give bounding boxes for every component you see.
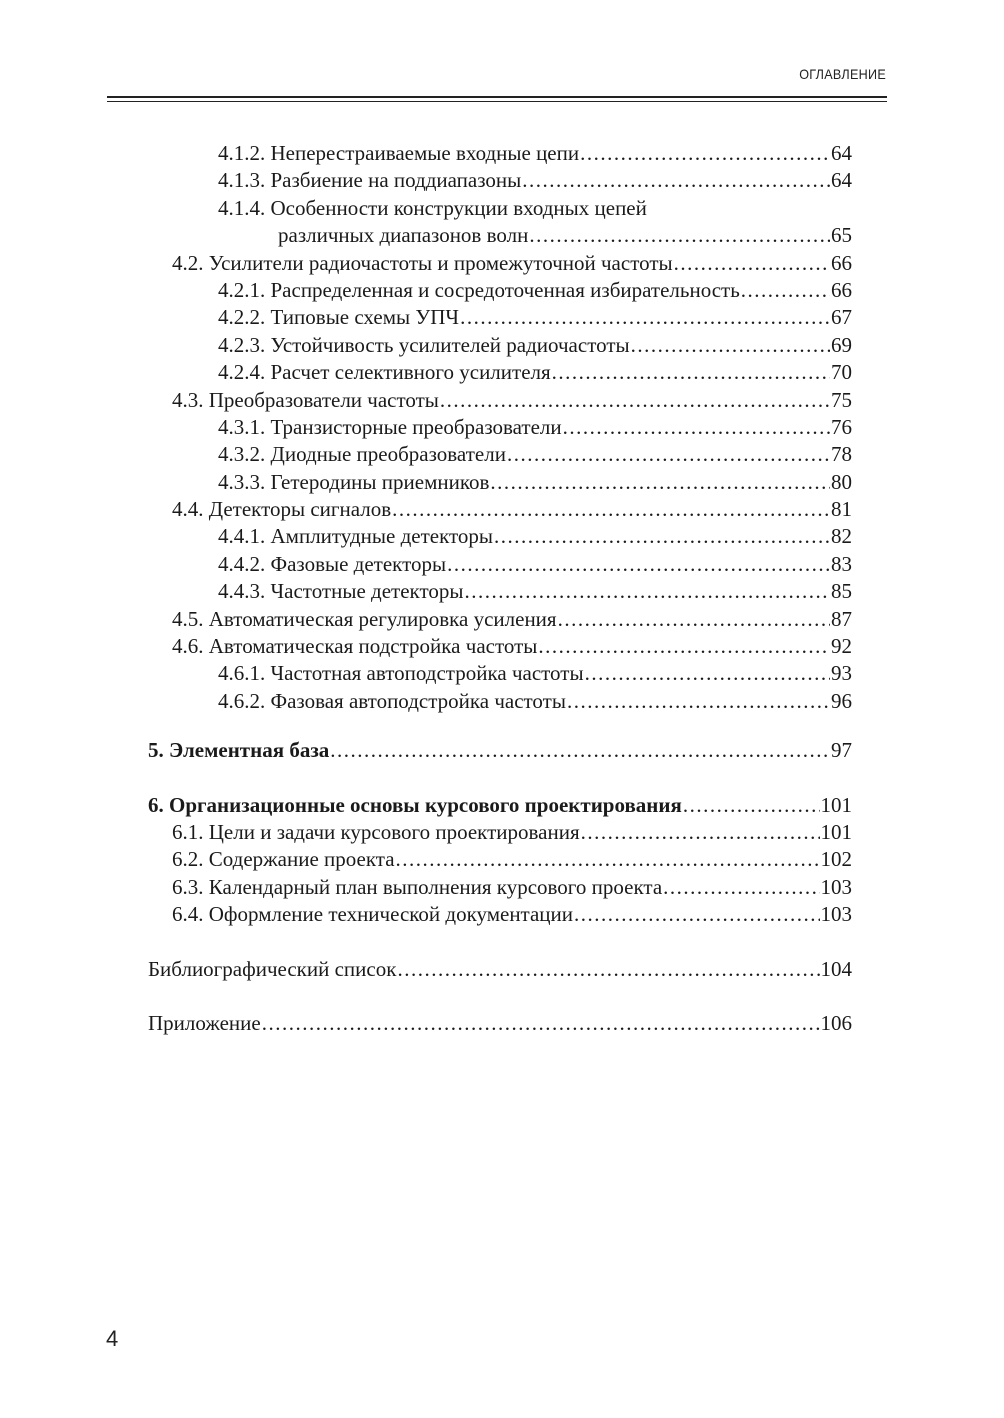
running-title: ОГЛАВЛЕНИЕ bbox=[799, 66, 886, 82]
toc-entry-4-4-1[interactable] bbox=[148, 523, 852, 550]
header-rule-thick bbox=[107, 96, 887, 98]
toc-entry-6-1[interactable] bbox=[148, 819, 852, 846]
toc-entry-label: 4.4.3. Частотные детекторы bbox=[218, 579, 464, 604]
toc-entry-label: 4.2. Усилители радиочастоты и промежуточной частоты bbox=[172, 250, 673, 275]
toc-entry-label: 4.6.1. Частотная автоподстройка частоты bbox=[218, 661, 584, 686]
dot-leader bbox=[567, 688, 830, 715]
toc-entry-4-1-2[interactable] bbox=[148, 140, 852, 167]
dot-leader bbox=[397, 956, 819, 983]
toc-entry-label: Библиографический список bbox=[148, 956, 397, 981]
toc-entry-4-2[interactable] bbox=[148, 250, 852, 277]
toc-entry-label: 6.4. Оформление технической документации bbox=[172, 902, 574, 927]
spacer bbox=[148, 715, 852, 737]
toc-entry-label: 4.6. Автоматическая подстройка частоты bbox=[172, 634, 538, 659]
toc-entry-label: 6.1. Цели и задачи курсового проектирования bbox=[172, 819, 580, 844]
dot-leader bbox=[663, 874, 819, 901]
toc-entry-6-4[interactable] bbox=[148, 901, 852, 928]
dot-leader bbox=[490, 469, 830, 496]
dot-leader bbox=[529, 222, 830, 249]
toc-entry-label: 4.4.1. Амплитудные детекторы bbox=[218, 524, 494, 549]
toc-entry-label: 4.1.2. Неперестраиваемые входные цепи bbox=[218, 141, 580, 165]
dot-leader bbox=[585, 660, 830, 687]
toc-entry-page: 96 bbox=[831, 688, 852, 713]
toc-entry-page: 83 bbox=[831, 551, 852, 576]
dot-leader bbox=[507, 441, 830, 468]
toc-entry-page: 67 bbox=[831, 305, 852, 330]
toc-entry-page: 70 bbox=[831, 360, 852, 385]
toc-entry-4-6-2[interactable] bbox=[148, 688, 852, 715]
toc-entry-page: 78 bbox=[831, 442, 852, 467]
dot-leader bbox=[580, 140, 830, 167]
toc-entry-label: Приложение bbox=[148, 1010, 261, 1035]
toc-entry-label: 6.2. Содержание проекта bbox=[172, 847, 395, 872]
toc-entry-appendix[interactable] bbox=[148, 1010, 852, 1037]
toc-entry-page: 64 bbox=[831, 141, 852, 165]
dot-leader bbox=[563, 414, 830, 441]
toc-entry-page: 106 bbox=[820, 1010, 852, 1035]
toc-entry-4-4-3[interactable] bbox=[148, 578, 852, 605]
toc-entry-6-2[interactable] bbox=[148, 846, 852, 873]
dot-leader bbox=[558, 606, 830, 633]
toc-entry-label: 4.1.3. Разбиение на поддиапазоны bbox=[218, 168, 522, 193]
toc-entry-label: 6. Организационные основы курсового проектирования bbox=[148, 792, 682, 817]
dot-leader bbox=[574, 901, 819, 928]
dot-leader bbox=[262, 1010, 820, 1037]
toc-entry-6[interactable] bbox=[148, 792, 852, 819]
toc-entry-label: 4.3. Преобразователи частоты bbox=[172, 387, 439, 412]
toc-entry-page: 87 bbox=[831, 606, 852, 631]
toc-entry-label: 4.5. Автоматическая регулировка усиления bbox=[172, 606, 557, 631]
toc-entry-label: 4.2.2. Типовые схемы УПЧ bbox=[218, 305, 460, 330]
toc-entry-bibliography[interactable] bbox=[148, 956, 852, 983]
toc-entry-page: 75 bbox=[831, 387, 852, 412]
toc-entry-page: 104 bbox=[820, 956, 852, 981]
toc-entry-4-2-2[interactable] bbox=[148, 304, 852, 331]
toc-entry-label: 4.4. Детекторы сигналов bbox=[172, 497, 392, 522]
dot-leader bbox=[460, 304, 830, 331]
toc-entry-4-6[interactable] bbox=[148, 633, 852, 660]
page-number: 4 bbox=[106, 1326, 119, 1351]
toc-entry-label: 6.3. Календарный план выполнения курсового проекта bbox=[172, 874, 663, 899]
toc-entry-4-2-4[interactable] bbox=[148, 359, 852, 386]
dot-leader bbox=[631, 332, 830, 359]
dot-leader bbox=[674, 250, 830, 277]
dot-leader bbox=[447, 551, 830, 578]
dot-leader bbox=[683, 792, 820, 819]
toc-entry-4-1-3[interactable] bbox=[148, 167, 852, 194]
dot-leader bbox=[440, 387, 830, 414]
toc-entry-4-3-1[interactable] bbox=[148, 414, 852, 441]
toc-entry-page: 65 bbox=[831, 223, 852, 248]
toc-entry-page: 64 bbox=[831, 168, 852, 193]
toc-entry-label: 5. Элементная база bbox=[148, 738, 330, 763]
table-of-contents bbox=[148, 140, 852, 1037]
toc-entry-4-1-4[interactable] bbox=[148, 195, 852, 222]
dot-leader bbox=[392, 496, 830, 523]
spacer bbox=[148, 929, 852, 956]
toc-entry-4-4[interactable] bbox=[148, 496, 852, 523]
toc-entry-page: 85 bbox=[831, 579, 852, 604]
dot-leader bbox=[552, 359, 830, 386]
dot-leader bbox=[538, 633, 830, 660]
toc-entry-page: 82 bbox=[831, 524, 852, 549]
toc-entry-4-4-2[interactable] bbox=[148, 551, 852, 578]
dot-leader bbox=[330, 737, 830, 764]
toc-entry-4-3[interactable] bbox=[148, 387, 852, 414]
header-rule-thin bbox=[107, 101, 887, 102]
dot-leader bbox=[741, 277, 830, 304]
toc-entry-label: 4.2.1. Распределенная и сосредоточенная избирательность bbox=[218, 277, 740, 302]
toc-entry-6-3[interactable] bbox=[148, 874, 852, 901]
toc-entry-label: 4.2.4. Расчет селективного усилителя bbox=[218, 360, 551, 385]
toc-entry-page: 97 bbox=[831, 738, 852, 763]
spacer bbox=[148, 765, 852, 792]
toc-entry-page: 76 bbox=[831, 414, 852, 439]
dot-leader bbox=[522, 167, 830, 194]
spacer bbox=[148, 983, 852, 1010]
toc-entry-page: 92 bbox=[831, 634, 852, 659]
toc-entry-4-5[interactable] bbox=[148, 606, 852, 633]
toc-entry-page: 66 bbox=[831, 277, 852, 302]
toc-entry-4-2-1[interactable] bbox=[148, 277, 852, 304]
dot-leader bbox=[396, 846, 820, 873]
toc-entry-page: 81 bbox=[831, 497, 852, 522]
toc-entry-page: 101 bbox=[820, 819, 852, 844]
dot-leader bbox=[494, 523, 830, 550]
toc-entry-page: 101 bbox=[820, 792, 852, 817]
toc-entry-page: 103 bbox=[820, 874, 852, 899]
toc-entry-label: различных диапазонов волн bbox=[278, 223, 529, 248]
toc-entry-page: 80 bbox=[831, 469, 852, 494]
dot-leader bbox=[581, 819, 820, 846]
toc-entry-page: 102 bbox=[820, 847, 852, 872]
toc-entry-5[interactable] bbox=[148, 737, 852, 764]
toc-entry-4-2-3[interactable] bbox=[148, 332, 852, 359]
toc-entry-label: 4.6.2. Фазовая автоподстройка частоты bbox=[218, 688, 566, 713]
toc-entry-page: 69 bbox=[831, 332, 852, 357]
toc-entry-label: 4.3.2. Диодные преобразователи bbox=[218, 442, 506, 467]
dot-leader bbox=[464, 578, 830, 605]
toc-entry-page: 66 bbox=[831, 250, 852, 275]
toc-entry-label: 4.3.3. Гетеродины приемников bbox=[218, 469, 490, 494]
toc-entry-label: 4.1.4. Особенности конструкции входных цепей bbox=[218, 195, 647, 220]
toc-entry-label: 4.3.1. Транзисторные преобразователи bbox=[218, 414, 562, 439]
toc-entry-label: 4.4.2. Фазовые детекторы bbox=[218, 551, 447, 576]
toc-entry-page: 103 bbox=[820, 902, 852, 927]
toc-entry-4-3-2[interactable] bbox=[148, 441, 852, 468]
toc-entry-4-3-3[interactable] bbox=[148, 469, 852, 496]
toc-entry-4-1-4-continued[interactable] bbox=[148, 222, 852, 249]
toc-entry-4-6-1[interactable] bbox=[148, 660, 852, 687]
toc-entry-page: 93 bbox=[831, 661, 852, 686]
toc-entry-label: 4.2.3. Устойчивость усилителей радиочастоты bbox=[218, 332, 630, 357]
